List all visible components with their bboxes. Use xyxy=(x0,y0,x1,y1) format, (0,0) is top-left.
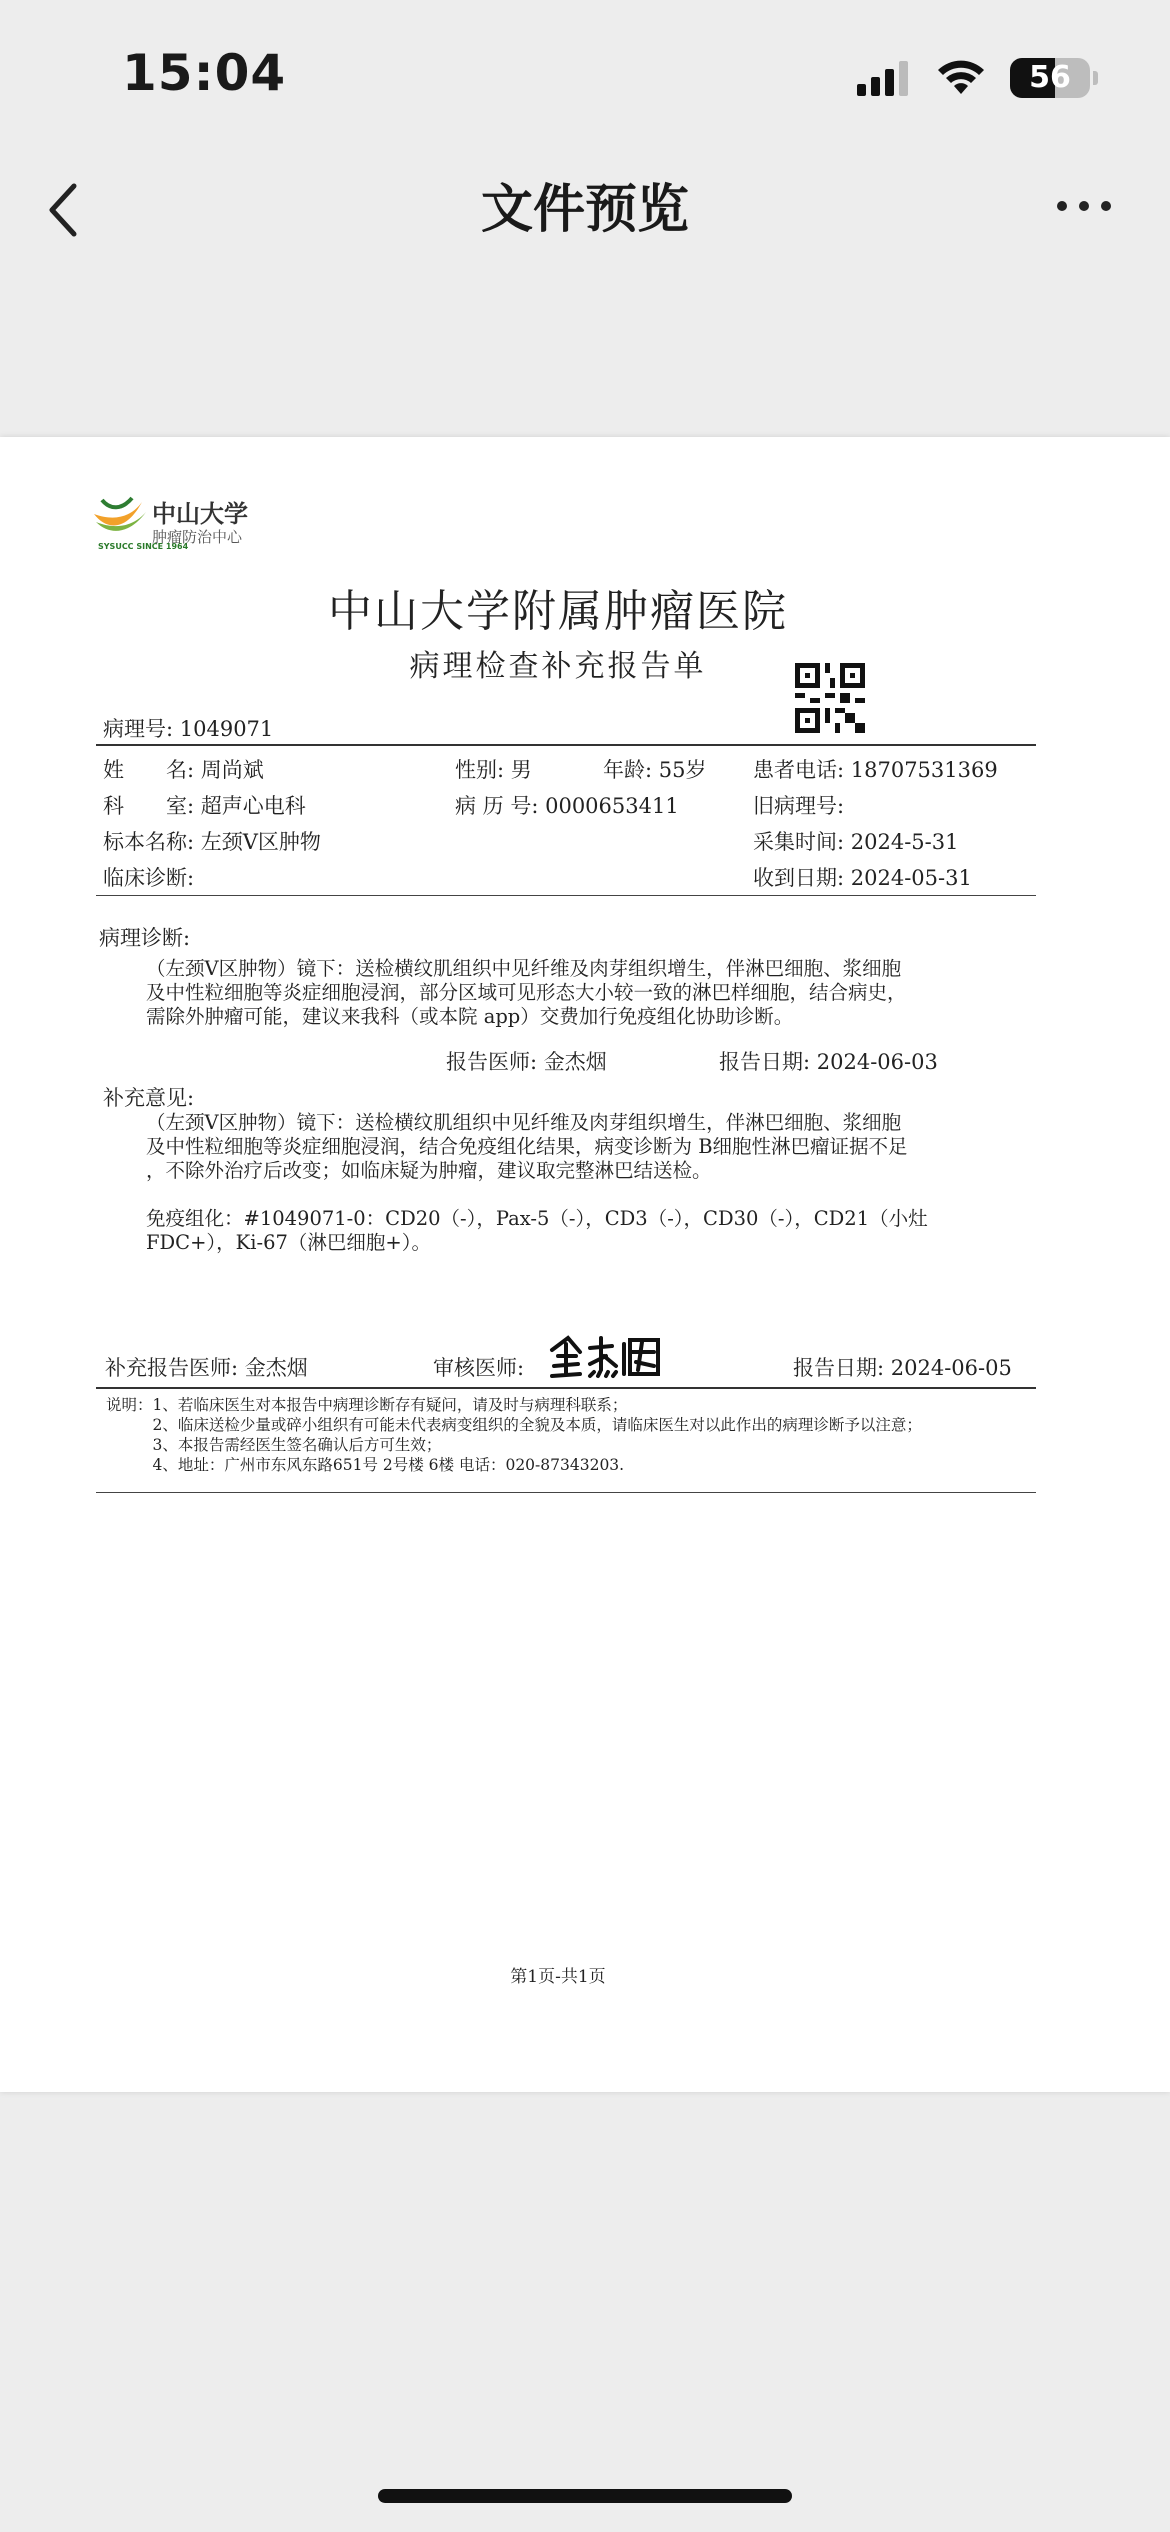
cellular-signal-icon xyxy=(855,58,915,98)
specimen-name: 标本名称: 左颈V区肿物 xyxy=(103,830,321,854)
report-title: 病理检查补充报告单 xyxy=(409,649,707,684)
clinical-diagnosis: 临床诊断: xyxy=(103,866,195,890)
patient-age: 年龄: 55岁 xyxy=(603,758,707,782)
supplement-date: 报告日期: 2024-06-05 xyxy=(793,1356,1012,1380)
divider xyxy=(96,1492,1036,1493)
diagnosis-text: （左颈V区肿物）镜下：送检横纹肌组织中见纤维及肉芽组织增生，伴淋巴细胞、浆细胞 及中性粒细胞等炎症细胞浸润，部分区域可见形态大小较一致的淋巴样细胞，结合病史， 需除外肿瘤可能，建议来我科（或本院 app）交费加行免疫组化协助诊断。 xyxy=(146,957,907,1028)
status-bar xyxy=(0,0,1170,150)
diagnosis-date: 报告日期: 2024-06-03 xyxy=(719,1050,938,1074)
department: 科 室: 超声心电科 xyxy=(103,794,306,818)
divider xyxy=(96,1387,1036,1389)
battery-level: 56 xyxy=(1029,60,1071,95)
reviewer-label: 审核医师: xyxy=(433,1356,525,1380)
medical-record-number: 病 历 号: 0000653411 xyxy=(455,794,679,818)
reviewer-signature xyxy=(546,1330,668,1382)
divider xyxy=(96,744,1036,746)
logo-emblem-icon xyxy=(92,494,148,544)
report-notes: 说明：1、若临床医生对本报告中病理诊断存有疑问，请及时与病理科联系； 2、临床送检少量或碎小组织有可能未代表病变组织的全貌及本质，请临床医生对以此作出的病理诊断予以注意； 3、本报告需经医生签名确认后方可生效； 4、地址：广州市东风东路651号 2号楼 6楼 电话：020-87343203. xyxy=(106,1396,922,1474)
logo-subtext: SYSUCC SINCE 1964 xyxy=(98,542,189,551)
qr-code-icon xyxy=(795,663,865,733)
patient-gender: 性别: 男 xyxy=(455,758,532,782)
wifi-icon xyxy=(935,56,987,98)
patient-name: 姓 名: 周尚斌 xyxy=(103,758,264,782)
old-pathology-number: 旧病理号: xyxy=(753,794,845,818)
status-time: 15:04 xyxy=(122,44,287,102)
document-page[interactable] xyxy=(0,437,1170,2092)
diagnosis-label: 病理诊断: xyxy=(99,926,191,950)
supplement-text: （左颈V区肿物）镜下：送检横纹肌组织中见纤维及肉芽组织增生，伴淋巴细胞、浆细胞 及中性粒细胞等炎症细胞浸润，结合免疫组化结果，病变诊断为 B细胞性淋巴瘤证据不足 ，不除外治疗后改变；如临床疑为肿瘤，建议取完整淋巴结送检。 xyxy=(146,1111,908,1182)
page-footer: 第1页-共1页 xyxy=(510,1967,606,1987)
logo-text-line1: 中山大学 xyxy=(152,500,248,528)
battery-icon xyxy=(1010,58,1092,98)
patient-phone: 患者电话: 18707531369 xyxy=(753,758,998,782)
immunohistochemistry-text: 免疫组化：#1049071-0：CD20（-），Pax-5（-），CD3（-），CD30（-），CD21（小灶 FDC+），Ki-67（淋巴细胞+）。 xyxy=(146,1207,928,1254)
logo-text-line2: 肿瘤防治中心 xyxy=(152,528,243,546)
more-horizontal-icon[interactable] xyxy=(1054,196,1114,216)
hospital-logo xyxy=(92,494,262,554)
diagnosis-doctor: 报告医师: 金杰烟 xyxy=(446,1050,607,1074)
receive-date: 收到日期: 2024-05-31 xyxy=(753,866,972,890)
supplement-label: 补充意见: xyxy=(103,1086,195,1110)
supplement-doctor: 补充报告医师: 金杰烟 xyxy=(105,1356,308,1380)
hospital-name: 中山大学附属肿瘤医院 xyxy=(328,586,788,637)
home-indicator[interactable] xyxy=(378,2489,792,2503)
navigation-bar xyxy=(0,150,1170,270)
page-title: 文件预览 xyxy=(480,180,689,240)
divider xyxy=(96,895,1036,896)
pathology-number: 病理号: 1049071 xyxy=(103,717,274,741)
collection-time: 采集时间: 2024-5-31 xyxy=(753,830,959,854)
